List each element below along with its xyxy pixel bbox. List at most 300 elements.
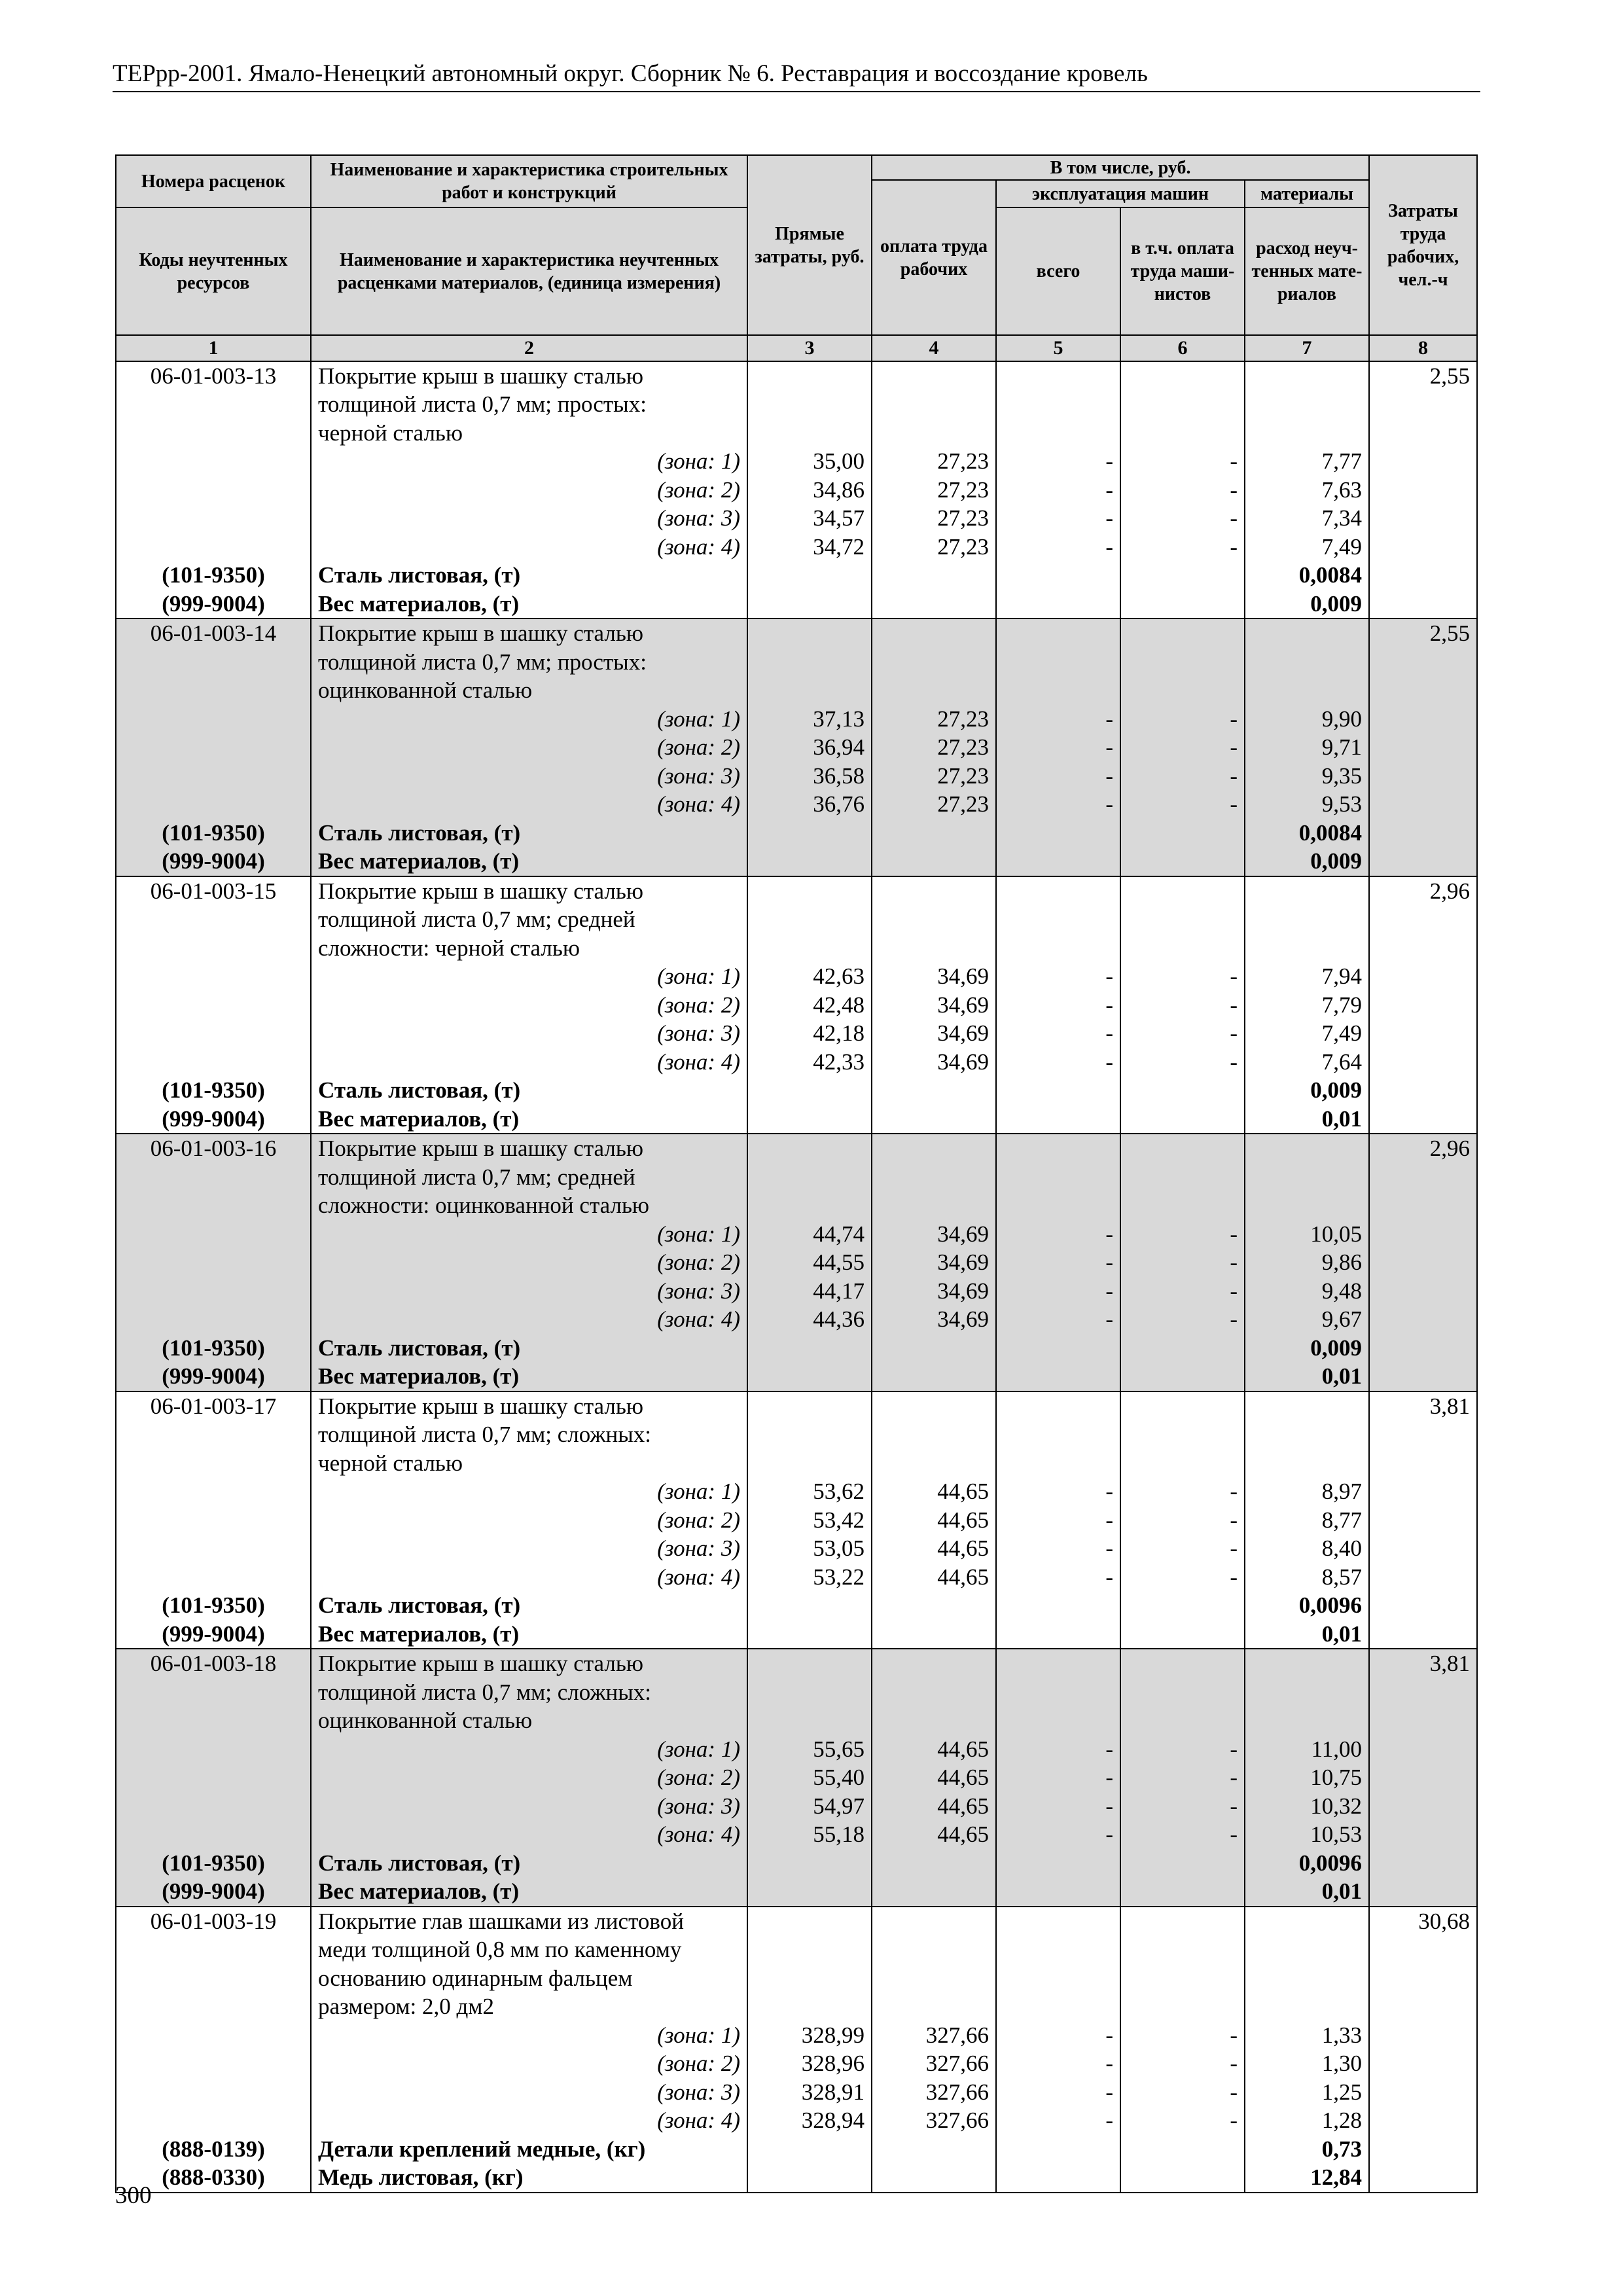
cell-empty bbox=[996, 876, 1120, 906]
page-header: ТЕРрр-2001. Ямало-Ненецкий автономный округ. Сборник № 6. Реставрация и воссоздание кровель bbox=[113, 60, 1480, 92]
cell-empty bbox=[116, 1449, 311, 1478]
cell-empty bbox=[1369, 1048, 1477, 1077]
zone-label: (зона: 2) bbox=[311, 991, 747, 1020]
direct-costs: 42,63 bbox=[747, 962, 872, 991]
labor-pay: 44,65 bbox=[872, 1477, 996, 1506]
labor-pay: 27,23 bbox=[872, 733, 996, 762]
table-row bbox=[116, 1449, 1477, 1478]
table-row bbox=[116, 504, 1477, 533]
cell-empty bbox=[872, 847, 996, 876]
machinery-total: - bbox=[996, 1220, 1120, 1249]
table-row bbox=[116, 2135, 1477, 2164]
cell-empty bbox=[747, 1334, 872, 1363]
cell-empty bbox=[116, 1964, 311, 1993]
col-number: 7 bbox=[1245, 335, 1369, 361]
material-consumption: 0,01 bbox=[1245, 1877, 1369, 1907]
cell-empty bbox=[996, 1849, 1120, 1878]
direct-costs: 34,72 bbox=[747, 533, 872, 562]
table-row bbox=[116, 1534, 1477, 1563]
direct-costs: 42,48 bbox=[747, 991, 872, 1020]
col-number: 6 bbox=[1120, 335, 1245, 361]
col-machinery: эксплуатация машин bbox=[996, 180, 1245, 207]
rate-name-line: Покрытие глав шашками из листовой bbox=[311, 1907, 747, 1936]
rate-code: 06-01-003-19 bbox=[116, 1907, 311, 1936]
rate-name-line: толщиной листа 0,7 мм; простых: bbox=[311, 648, 747, 677]
cell-empty bbox=[996, 1191, 1120, 1220]
cell-empty bbox=[1369, 533, 1477, 562]
cell-empty bbox=[1120, 676, 1245, 705]
zone-label: (зона: 4) bbox=[311, 1305, 747, 1334]
cell-empty bbox=[116, 1735, 311, 1764]
machinery-labor: - bbox=[1120, 1534, 1245, 1563]
table-row bbox=[116, 1048, 1477, 1077]
rate-name-line: оцинкованной сталью bbox=[311, 676, 747, 705]
cell-empty bbox=[1369, 1362, 1477, 1391]
col-number: 4 bbox=[872, 335, 996, 361]
cell-empty bbox=[996, 1964, 1120, 1993]
material-name: Сталь листовая, (т) bbox=[311, 1334, 747, 1363]
machinery-labor: - bbox=[1120, 447, 1245, 476]
cell-empty bbox=[996, 1420, 1120, 1449]
table-row bbox=[116, 1763, 1477, 1792]
labor-costs: 30,68 bbox=[1369, 1907, 1477, 1936]
cell-empty bbox=[996, 676, 1120, 705]
table-row bbox=[116, 390, 1477, 419]
machinery-labor: - bbox=[1120, 2078, 1245, 2107]
cell-empty bbox=[116, 1563, 311, 1592]
materials-cost: 8,97 bbox=[1245, 1477, 1369, 1506]
cell-empty bbox=[747, 1163, 872, 1192]
cell-empty bbox=[1245, 676, 1369, 705]
cell-empty bbox=[116, 1935, 311, 1964]
cell-empty bbox=[1245, 1935, 1369, 1964]
machinery-total: - bbox=[996, 1735, 1120, 1764]
zone-label: (зона: 2) bbox=[311, 733, 747, 762]
cell-empty bbox=[1245, 1420, 1369, 1449]
labor-pay: 327,66 bbox=[872, 2049, 996, 2078]
cell-empty bbox=[747, 1591, 872, 1620]
cell-empty bbox=[1369, 790, 1477, 819]
machinery-labor: - bbox=[1120, 1763, 1245, 1792]
materials-cost: 9,86 bbox=[1245, 1248, 1369, 1277]
cell-empty bbox=[116, 1792, 311, 1821]
col-number: 8 bbox=[1369, 335, 1477, 361]
machinery-total: - bbox=[996, 447, 1120, 476]
cell-empty bbox=[872, 2163, 996, 2193]
direct-costs: 53,05 bbox=[747, 1534, 872, 1563]
cell-empty bbox=[996, 648, 1120, 677]
cell-empty bbox=[872, 1420, 996, 1449]
direct-costs: 34,57 bbox=[747, 504, 872, 533]
zone-label: (зона: 2) bbox=[311, 1248, 747, 1277]
table-row bbox=[116, 1191, 1477, 1220]
labor-pay: 34,69 bbox=[872, 1305, 996, 1334]
machinery-labor: - bbox=[1120, 2021, 1245, 2050]
table-row bbox=[116, 447, 1477, 476]
table-row bbox=[116, 1334, 1477, 1363]
machinery-labor: - bbox=[1120, 1477, 1245, 1506]
cell-empty bbox=[1369, 1763, 1477, 1792]
cell-empty bbox=[1120, 619, 1245, 648]
cell-empty bbox=[747, 1907, 872, 1936]
materials-cost: 7,79 bbox=[1245, 991, 1369, 1020]
cell-empty bbox=[1120, 1620, 1245, 1649]
table-row bbox=[116, 533, 1477, 562]
cell-empty bbox=[872, 1992, 996, 2021]
rate-name-line: Покрытие крыш в шашку сталью bbox=[311, 1649, 747, 1678]
direct-costs: 54,97 bbox=[747, 1792, 872, 1821]
cell-empty bbox=[1120, 1391, 1245, 1421]
cell-empty bbox=[872, 1964, 996, 1993]
machinery-total: - bbox=[996, 1534, 1120, 1563]
zone-label: (зона: 1) bbox=[311, 962, 747, 991]
table-row bbox=[116, 2078, 1477, 2107]
resource-code: (888-0330) bbox=[116, 2163, 311, 2193]
cell-empty bbox=[747, 876, 872, 906]
cell-empty bbox=[1369, 1620, 1477, 1649]
table-row bbox=[116, 1563, 1477, 1592]
cell-empty bbox=[872, 1935, 996, 1964]
cell-empty bbox=[996, 2135, 1120, 2164]
labor-pay: 327,66 bbox=[872, 2078, 996, 2107]
zone-label: (зона: 3) bbox=[311, 1277, 747, 1306]
cell-empty bbox=[747, 2135, 872, 2164]
machinery-labor: - bbox=[1120, 1735, 1245, 1764]
cell-empty bbox=[116, 905, 311, 934]
resource-code: (101-9350) bbox=[116, 1591, 311, 1620]
cell-empty bbox=[116, 1820, 311, 1849]
cell-empty bbox=[872, 1191, 996, 1220]
cell-empty bbox=[1369, 648, 1477, 677]
cell-empty bbox=[116, 504, 311, 533]
labor-pay: 327,66 bbox=[872, 2106, 996, 2135]
cell-empty bbox=[1369, 819, 1477, 848]
cell-empty bbox=[996, 1649, 1120, 1678]
cell-empty bbox=[116, 1992, 311, 2021]
rate-name-line: Покрытие крыш в шашку сталью bbox=[311, 876, 747, 906]
direct-costs: 55,65 bbox=[747, 1735, 872, 1764]
labor-pay: 44,65 bbox=[872, 1792, 996, 1821]
cell-empty bbox=[1369, 705, 1477, 734]
cell-empty bbox=[116, 1506, 311, 1535]
cell-empty bbox=[747, 1449, 872, 1478]
material-name: Вес материалов, (т) bbox=[311, 1362, 747, 1391]
col-number: 3 bbox=[747, 335, 872, 361]
cell-empty bbox=[1369, 1420, 1477, 1449]
machinery-total: - bbox=[996, 733, 1120, 762]
table-row bbox=[116, 1964, 1477, 1993]
labor-pay: 44,65 bbox=[872, 1506, 996, 1535]
rate-code: 06-01-003-17 bbox=[116, 1391, 311, 1421]
machinery-total: - bbox=[996, 2106, 1120, 2135]
machinery-labor: - bbox=[1120, 962, 1245, 991]
direct-costs: 44,74 bbox=[747, 1220, 872, 1249]
cell-empty bbox=[747, 619, 872, 648]
cell-empty bbox=[1369, 1935, 1477, 1964]
cell-empty bbox=[1369, 390, 1477, 419]
material-name: Вес материалов, (т) bbox=[311, 590, 747, 619]
material-consumption: 0,009 bbox=[1245, 590, 1369, 619]
cell-empty bbox=[116, 1534, 311, 1563]
cell-empty bbox=[747, 1076, 872, 1105]
machinery-labor: - bbox=[1120, 790, 1245, 819]
cell-empty bbox=[1369, 676, 1477, 705]
cell-empty bbox=[1120, 847, 1245, 876]
table-row bbox=[116, 1649, 1477, 1678]
material-consumption: 12,84 bbox=[1245, 2163, 1369, 2193]
cell-empty bbox=[996, 1992, 1120, 2021]
machinery-labor: - bbox=[1120, 1820, 1245, 1849]
cell-empty bbox=[996, 1935, 1120, 1964]
table-row bbox=[116, 561, 1477, 590]
machinery-total: - bbox=[996, 533, 1120, 562]
cell-empty bbox=[996, 1105, 1120, 1134]
cell-empty bbox=[1369, 1964, 1477, 1993]
col-number: 5 bbox=[996, 335, 1120, 361]
cell-empty bbox=[747, 1992, 872, 2021]
cell-empty bbox=[1369, 2106, 1477, 2135]
col-machinery-total: всего bbox=[996, 207, 1120, 335]
cell-empty bbox=[872, 1907, 996, 1936]
cell-empty bbox=[1369, 1277, 1477, 1306]
cell-empty bbox=[1369, 1820, 1477, 1849]
cell-empty bbox=[1120, 1191, 1245, 1220]
zone-label: (зона: 3) bbox=[311, 1534, 747, 1563]
machinery-total: - bbox=[996, 962, 1120, 991]
labor-costs: 3,81 bbox=[1369, 1391, 1477, 1421]
cell-empty bbox=[996, 419, 1120, 448]
cell-empty bbox=[1369, 1849, 1477, 1878]
material-consumption: 0,0096 bbox=[1245, 1591, 1369, 1620]
cell-empty bbox=[996, 1449, 1120, 1478]
table-row bbox=[116, 619, 1477, 648]
cell-empty bbox=[1120, 419, 1245, 448]
resource-code: (999-9004) bbox=[116, 590, 311, 619]
material-name: Сталь листовая, (т) bbox=[311, 819, 747, 848]
material-name: Сталь листовая, (т) bbox=[311, 1849, 747, 1878]
machinery-labor: - bbox=[1120, 476, 1245, 505]
zone-label: (зона: 1) bbox=[311, 1477, 747, 1506]
cell-empty bbox=[1120, 1591, 1245, 1620]
cell-empty bbox=[116, 991, 311, 1020]
cell-empty bbox=[116, 1220, 311, 1249]
cell-empty bbox=[1369, 1563, 1477, 1592]
cell-empty bbox=[1369, 1191, 1477, 1220]
cell-empty bbox=[872, 561, 996, 590]
cell-empty bbox=[996, 1163, 1120, 1192]
labor-pay: 34,69 bbox=[872, 1248, 996, 1277]
rates-table bbox=[115, 154, 1478, 2193]
material-consumption: 0,01 bbox=[1245, 1362, 1369, 1391]
machinery-total: - bbox=[996, 991, 1120, 1020]
machinery-labor: - bbox=[1120, 733, 1245, 762]
materials-cost: 10,32 bbox=[1245, 1792, 1369, 1821]
cell-empty bbox=[1369, 1449, 1477, 1478]
zone-label: (зона: 2) bbox=[311, 2049, 747, 2078]
direct-costs: 328,99 bbox=[747, 2021, 872, 2050]
cell-empty bbox=[1120, 1362, 1245, 1391]
zone-label: (зона: 1) bbox=[311, 1735, 747, 1764]
table-row bbox=[116, 790, 1477, 819]
machinery-labor: - bbox=[1120, 991, 1245, 1020]
cell-empty bbox=[1245, 619, 1369, 648]
cell-empty bbox=[872, 1706, 996, 1735]
cell-empty bbox=[1245, 876, 1369, 906]
cell-empty bbox=[1369, 962, 1477, 991]
machinery-labor: - bbox=[1120, 504, 1245, 533]
cell-empty bbox=[116, 2106, 311, 2135]
table-row bbox=[116, 1305, 1477, 1334]
cell-empty bbox=[116, 1477, 311, 1506]
cell-empty bbox=[116, 676, 311, 705]
material-name: Сталь листовая, (т) bbox=[311, 1591, 747, 1620]
direct-costs: 44,55 bbox=[747, 1248, 872, 1277]
machinery-total: - bbox=[996, 476, 1120, 505]
cell-empty bbox=[747, 1420, 872, 1449]
labor-pay: 27,23 bbox=[872, 762, 996, 791]
table-row bbox=[116, 1477, 1477, 1506]
cell-empty bbox=[1369, 1076, 1477, 1105]
cell-empty bbox=[747, 2163, 872, 2193]
table-row bbox=[116, 1849, 1477, 1878]
machinery-labor: - bbox=[1120, 2106, 1245, 2135]
machinery-labor: - bbox=[1120, 1248, 1245, 1277]
cell-empty bbox=[747, 648, 872, 677]
machinery-total: - bbox=[996, 1820, 1120, 1849]
resource-code: (101-9350) bbox=[116, 1076, 311, 1105]
cell-empty bbox=[116, 762, 311, 791]
cell-empty bbox=[1245, 390, 1369, 419]
cell-empty bbox=[1369, 476, 1477, 505]
col-labor-pay: оплата труда рабочих bbox=[872, 180, 996, 335]
cell-empty bbox=[1369, 934, 1477, 963]
cell-empty bbox=[1369, 504, 1477, 533]
cell-empty bbox=[872, 1105, 996, 1134]
materials-cost: 7,63 bbox=[1245, 476, 1369, 505]
zone-label: (зона: 1) bbox=[311, 1220, 747, 1249]
cell-empty bbox=[1120, 819, 1245, 848]
zone-label: (зона: 2) bbox=[311, 1506, 747, 1535]
zone-label: (зона: 4) bbox=[311, 2106, 747, 2135]
table-row bbox=[116, 1907, 1477, 1936]
cell-empty bbox=[747, 819, 872, 848]
cell-empty bbox=[1245, 1678, 1369, 1707]
cell-empty bbox=[1369, 2135, 1477, 2164]
cell-empty bbox=[996, 361, 1120, 391]
machinery-labor: - bbox=[1120, 2049, 1245, 2078]
labor-costs: 2,96 bbox=[1369, 876, 1477, 906]
cell-empty bbox=[996, 1134, 1120, 1163]
table-row bbox=[116, 1792, 1477, 1821]
col-number: 1 bbox=[116, 335, 311, 361]
machinery-total: - bbox=[996, 2049, 1120, 2078]
table-row bbox=[116, 847, 1477, 876]
cell-empty bbox=[1369, 762, 1477, 791]
page-number: 300 bbox=[115, 2182, 152, 2209]
cell-empty bbox=[747, 1620, 872, 1649]
cell-empty bbox=[116, 2049, 311, 2078]
machinery-total: - bbox=[996, 1563, 1120, 1592]
direct-costs: 36,76 bbox=[747, 790, 872, 819]
rate-code: 06-01-003-16 bbox=[116, 1134, 311, 1163]
table-header bbox=[116, 155, 1477, 361]
direct-costs: 44,36 bbox=[747, 1305, 872, 1334]
cell-empty bbox=[116, 962, 311, 991]
cell-empty bbox=[747, 934, 872, 963]
cell-empty bbox=[1120, 1076, 1245, 1105]
materials-cost: 9,53 bbox=[1245, 790, 1369, 819]
cell-empty bbox=[1120, 905, 1245, 934]
zone-label: (зона: 4) bbox=[311, 1563, 747, 1592]
labor-pay: 44,65 bbox=[872, 1534, 996, 1563]
machinery-total: - bbox=[996, 1792, 1120, 1821]
direct-costs: 44,17 bbox=[747, 1277, 872, 1306]
labor-pay: 27,23 bbox=[872, 504, 996, 533]
cell-empty bbox=[872, 1678, 996, 1707]
table-row bbox=[116, 1134, 1477, 1163]
cell-empty bbox=[116, 533, 311, 562]
cell-empty bbox=[116, 1420, 311, 1449]
materials-cost: 1,33 bbox=[1245, 2021, 1369, 2050]
cell-empty bbox=[1245, 648, 1369, 677]
machinery-labor: - bbox=[1120, 705, 1245, 734]
cell-empty bbox=[116, 447, 311, 476]
direct-costs: 37,13 bbox=[747, 705, 872, 734]
table-row bbox=[116, 1163, 1477, 1192]
col-machinery-labor: в т.ч. оплата труда маши- нистов bbox=[1120, 207, 1245, 335]
cell-empty bbox=[747, 419, 872, 448]
cell-empty bbox=[1369, 2049, 1477, 2078]
cell-empty bbox=[872, 1877, 996, 1907]
col-labor-costs: Затраты труда рабочих, чел.-ч bbox=[1369, 155, 1477, 335]
direct-costs: 36,58 bbox=[747, 762, 872, 791]
material-name: Вес материалов, (т) bbox=[311, 1105, 747, 1134]
cell-empty bbox=[747, 361, 872, 391]
material-name: Сталь листовая, (т) bbox=[311, 561, 747, 590]
cell-empty bbox=[1369, 1591, 1477, 1620]
labor-costs: 2,96 bbox=[1369, 1134, 1477, 1163]
machinery-total: - bbox=[996, 1048, 1120, 1077]
material-name: Детали креплений медные, (кг) bbox=[311, 2135, 747, 2164]
materials-cost: 1,28 bbox=[1245, 2106, 1369, 2135]
cell-empty bbox=[996, 905, 1120, 934]
machinery-labor: - bbox=[1120, 1019, 1245, 1048]
materials-cost: 9,35 bbox=[1245, 762, 1369, 791]
cell-empty bbox=[747, 590, 872, 619]
cell-empty bbox=[116, 648, 311, 677]
cell-empty bbox=[1369, 1877, 1477, 1907]
machinery-labor: - bbox=[1120, 1506, 1245, 1535]
materials-cost: 9,48 bbox=[1245, 1277, 1369, 1306]
zone-label: (зона: 3) bbox=[311, 762, 747, 791]
cell-empty bbox=[1120, 1420, 1245, 1449]
zone-label: (зона: 2) bbox=[311, 476, 747, 505]
cell-empty bbox=[747, 847, 872, 876]
direct-costs: 35,00 bbox=[747, 447, 872, 476]
machinery-labor: - bbox=[1120, 1563, 1245, 1592]
table-row bbox=[116, 991, 1477, 1020]
cell-empty bbox=[1245, 905, 1369, 934]
table-row bbox=[116, 905, 1477, 934]
cell-empty bbox=[1120, 934, 1245, 963]
cell-empty bbox=[1245, 1163, 1369, 1192]
materials-cost: 7,49 bbox=[1245, 1019, 1369, 1048]
cell-empty bbox=[116, 1277, 311, 1306]
materials-cost: 9,67 bbox=[1245, 1305, 1369, 1334]
table-row bbox=[116, 934, 1477, 963]
cell-empty bbox=[1120, 1935, 1245, 1964]
cell-empty bbox=[1120, 1849, 1245, 1878]
